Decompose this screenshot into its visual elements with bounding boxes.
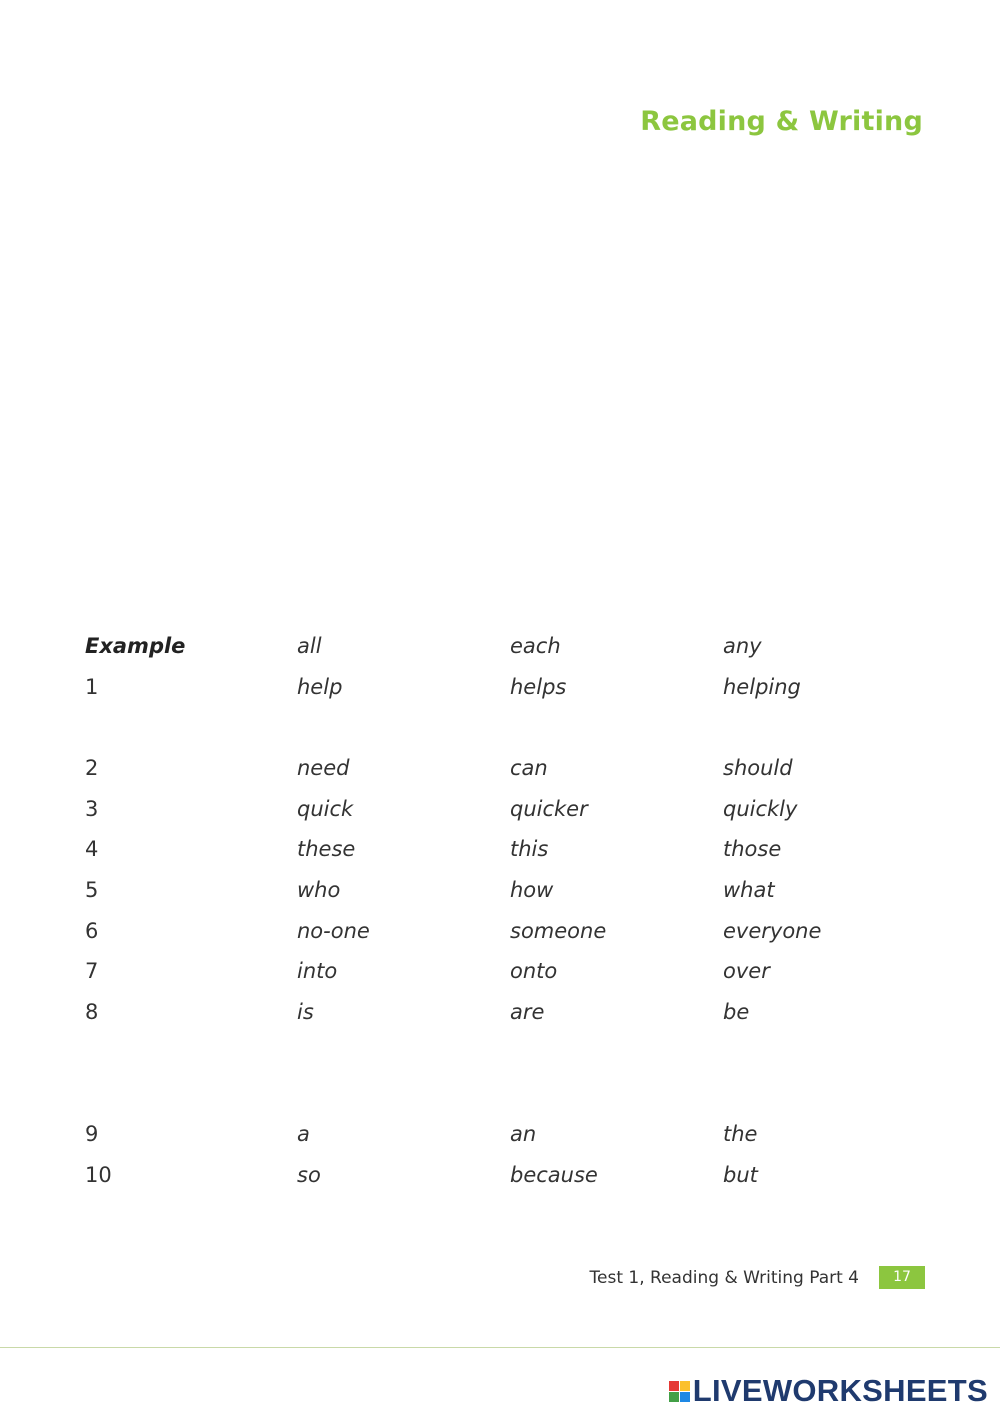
option-a: help <box>297 675 343 699</box>
option-a: is <box>297 1000 314 1024</box>
option-a: all <box>297 634 322 658</box>
question-number: 10 <box>85 1163 112 1187</box>
option-b: quicker <box>510 797 588 821</box>
divider <box>0 1347 1000 1348</box>
question-number: 1 <box>85 675 99 699</box>
option-b: someone <box>510 919 607 943</box>
option-a: so <box>297 1163 321 1187</box>
question-number: 3 <box>85 797 99 821</box>
question-row-10 <box>85 1157 915 1193</box>
option-a: into <box>297 959 338 983</box>
question-row-9 <box>85 1116 915 1152</box>
question-number: 2 <box>85 756 99 780</box>
question-row-6 <box>85 913 915 949</box>
option-b: this <box>510 837 549 861</box>
question-row-3 <box>85 791 915 827</box>
option-b: each <box>510 634 561 658</box>
logo-tile-green <box>669 1392 679 1402</box>
logo-tile-yellow <box>680 1381 690 1391</box>
option-c: be <box>723 1000 750 1024</box>
brand-name: LIVEWORKSHEETS <box>692 1373 988 1408</box>
option-c: helping <box>723 675 801 699</box>
option-b: can <box>510 756 548 780</box>
question-row-2 <box>85 750 915 786</box>
page-number-badge: 17 <box>879 1266 925 1289</box>
option-a: need <box>297 756 350 780</box>
option-b: how <box>510 878 554 902</box>
question-row-7 <box>85 953 915 989</box>
question-number: 6 <box>85 919 99 943</box>
question-number: 7 <box>85 959 99 983</box>
option-c: quickly <box>723 797 798 821</box>
question-number: 4 <box>85 837 99 861</box>
option-b: onto <box>510 959 558 983</box>
option-c: the <box>723 1122 758 1146</box>
section-title: Reading & Writing <box>640 106 923 137</box>
option-c: should <box>723 756 793 780</box>
logo-tile-blue <box>680 1392 690 1402</box>
option-a: who <box>297 878 341 902</box>
option-c: over <box>723 959 770 983</box>
logo-tile-red <box>669 1381 679 1391</box>
option-a: a <box>297 1122 310 1146</box>
question-number: 9 <box>85 1122 99 1146</box>
question-row-4 <box>85 831 915 867</box>
option-a: quick <box>297 797 354 821</box>
question-row-example <box>85 628 915 664</box>
question-number: 8 <box>85 1000 99 1024</box>
question-number: Example <box>85 634 186 658</box>
option-c: everyone <box>723 919 822 943</box>
question-number: 5 <box>85 878 99 902</box>
option-b: are <box>510 1000 545 1024</box>
option-a: these <box>297 837 356 861</box>
option-c: but <box>723 1163 758 1187</box>
option-c: any <box>723 634 762 658</box>
liveworksheets-brand[interactable] <box>669 1373 988 1409</box>
liveworksheets-logo-icon <box>669 1381 690 1402</box>
question-row-1 <box>85 669 915 705</box>
question-row-8 <box>85 994 915 1030</box>
option-b: because <box>510 1163 598 1187</box>
page-footer <box>590 1266 925 1289</box>
footer-text: Test 1, Reading & Writing Part 4 <box>589 1267 859 1288</box>
option-c: what <box>723 878 775 902</box>
option-b: helps <box>510 675 567 699</box>
option-a: no-one <box>297 919 370 943</box>
question-row-5 <box>85 872 915 908</box>
option-c: those <box>723 837 782 861</box>
option-b: an <box>510 1122 537 1146</box>
